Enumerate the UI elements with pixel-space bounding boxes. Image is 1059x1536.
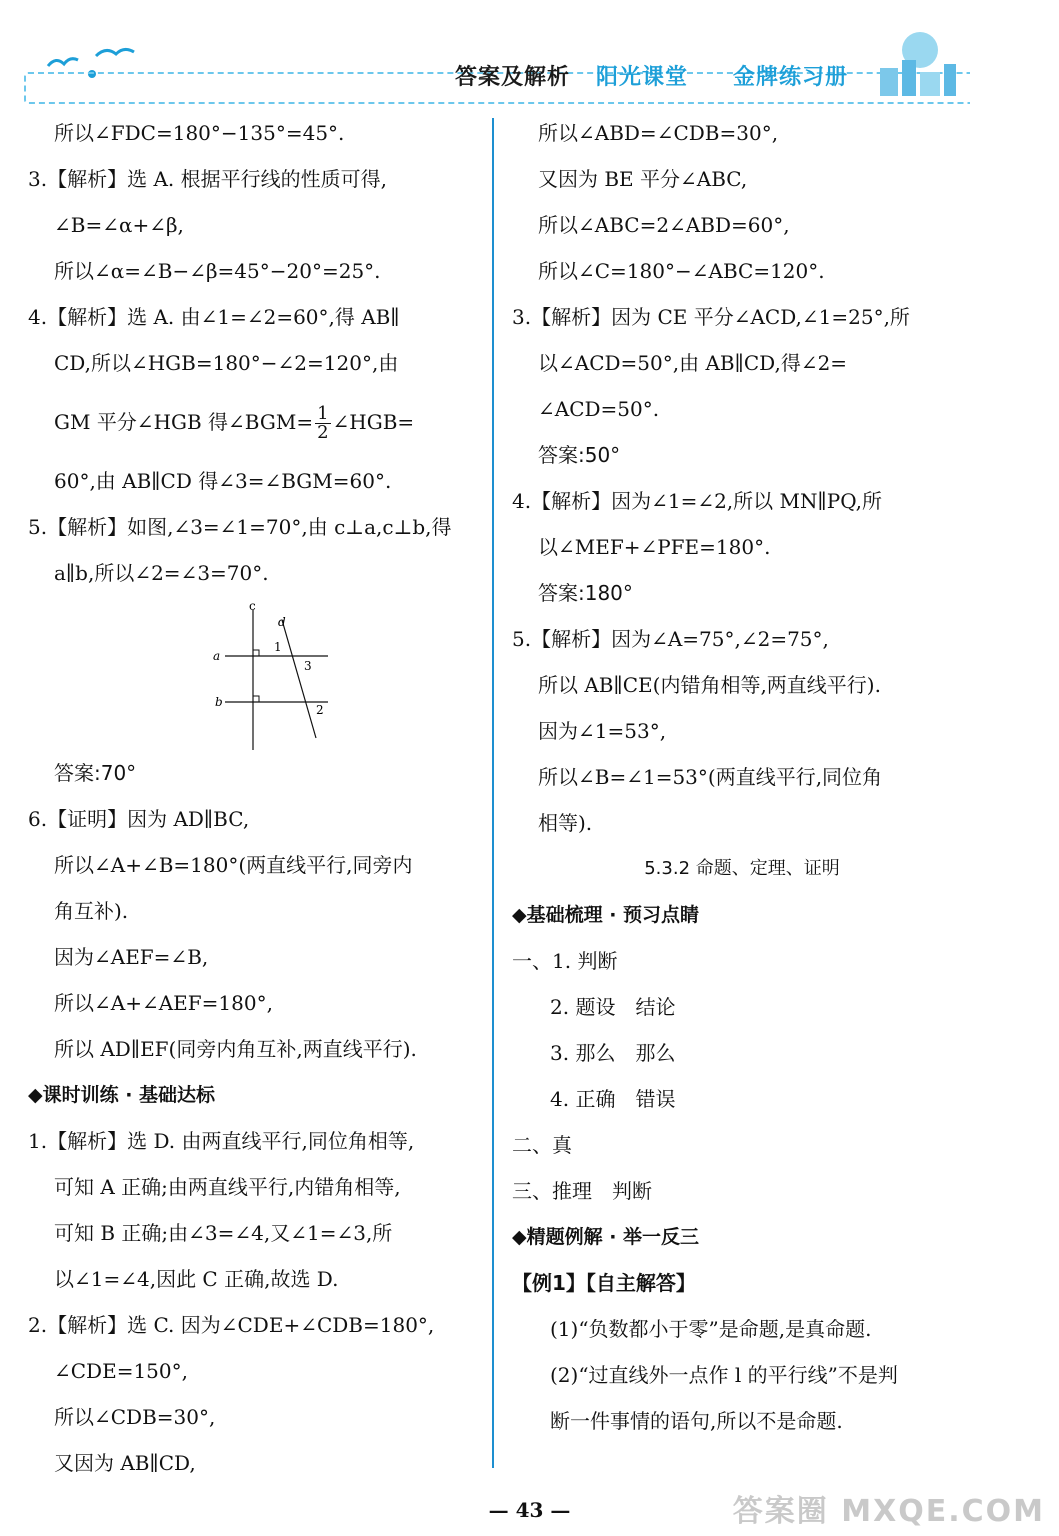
- text-line: 3.【解析】因为 CE 平分∠ACD,∠1=25°,所: [512, 305, 910, 329]
- angle-label-1: 1: [274, 640, 282, 654]
- text-line: 角互补).: [54, 899, 129, 923]
- page-header: [0, 0, 1059, 118]
- text-line: 2. 题设 结论: [550, 995, 676, 1019]
- text-line: 4.【解析】因为∠1=∠2,所以 MN∥PQ,所: [512, 489, 882, 513]
- label-c: c: [249, 602, 256, 613]
- text-line: 所以∠ABD=∠CDB=30°,: [538, 121, 779, 145]
- answer-line: 答案:70°: [54, 761, 137, 785]
- section-heading: ◆课时训练 · 基础达标: [28, 1084, 216, 1106]
- text-line: (1)“负数都小于零”是命题,是真命题.: [550, 1317, 872, 1341]
- angle-label-3: 3: [304, 659, 312, 673]
- text-line: 三、推理 判断: [512, 1179, 652, 1203]
- text-line: 6.【证明】因为 AD∥BC,: [28, 807, 250, 831]
- right-column: [512, 110, 972, 1444]
- text-line: 又因为 AB∥CD,: [54, 1451, 196, 1475]
- label-b: b: [215, 695, 223, 709]
- text-segment: GM 平分∠HGB 得∠BGM=: [54, 410, 314, 434]
- text-line: 3.【解析】选 A. 根据平行线的性质可得,: [28, 167, 387, 191]
- text-line: ∠ACD=50°.: [538, 397, 660, 421]
- text-line: (2)“过直线外一点作 l 的平行线”不是判: [550, 1363, 898, 1387]
- text-line: 二、真: [512, 1133, 572, 1157]
- header-series: 金牌练习册: [733, 65, 849, 90]
- label-d: d: [278, 615, 286, 629]
- answer-line: 答案:50°: [538, 443, 621, 467]
- text-line: 因为∠1=53°,: [538, 719, 667, 743]
- text-line: 5.【解析】因为∠A=75°,∠2=75°,: [512, 627, 829, 651]
- text-line: 所以∠ABC=2∠ABD=60°,: [538, 213, 790, 237]
- text-line: 相等).: [538, 811, 593, 835]
- text-line: 4. 正确 错误: [550, 1087, 676, 1111]
- text-line: 所以∠A+∠B=180°(两直线平行,同旁内: [54, 853, 413, 877]
- text-line: 所以∠α=∠B−∠β=45°−20°=25°.: [54, 259, 381, 283]
- text-line: 1.【解析】选 D. 由两直线平行,同位角相等,: [28, 1129, 415, 1153]
- text-line: 可知 B 正确;由∠3=∠4,又∠1=∠3,所: [54, 1221, 393, 1245]
- text-line: 所以 AB∥CE(内错角相等,两直线平行).: [538, 673, 881, 697]
- geometry-figure: [28, 602, 482, 750]
- text-segment: ∠HGB=: [332, 410, 415, 434]
- text-line: 所以 AD∥EF(同旁内角互补,两直线平行).: [54, 1037, 417, 1061]
- text-line: a∥b,所以∠2=∠3=70°.: [54, 561, 269, 585]
- parallel-lines-diagram: [28, 602, 482, 750]
- page-number: — 43 —: [488, 1498, 571, 1522]
- section-heading: ◆精题例解 · 举一反三: [512, 1226, 700, 1248]
- column-divider: [492, 118, 494, 1468]
- section-heading: ◆基础梳理 · 预习点睛: [512, 904, 700, 926]
- text-line: 又因为 BE 平分∠ABC,: [538, 167, 748, 191]
- example-heading: 【例1】【自主解答】: [512, 1271, 696, 1295]
- text-line: CD,所以∠HGB=180°−∠2=120°,由: [54, 351, 399, 375]
- text-line: 5.【解析】如图,∠3=∠1=70°,由 c⊥a,c⊥b,得: [28, 515, 452, 539]
- subsection-title: 5.3.2 命题、定理、证明: [644, 858, 840, 879]
- text-line: 4.【解析】选 A. 由∠1=∠2=60°,得 AB∥: [28, 305, 400, 329]
- label-a: a: [213, 649, 221, 663]
- text-line: 因为∠AEF=∠B,: [54, 945, 209, 969]
- text-line: ∠B=∠α+∠β,: [54, 213, 184, 237]
- watermark: 答案圈 MXQE.COM: [732, 1494, 1045, 1529]
- text-line: 2.【解析】选 C. 因为∠CDE+∠CDB=180°,: [28, 1313, 435, 1337]
- text-line: 所以∠CDB=30°,: [54, 1405, 216, 1429]
- left-column: [28, 110, 482, 1486]
- header-title: 答案及解析: [455, 65, 571, 90]
- text-line: ∠CDE=150°,: [54, 1359, 188, 1383]
- text-line: 以∠ACD=50°,由 AB∥CD,得∠2=: [538, 351, 848, 375]
- text-line: 以∠MEF+∠PFE=180°.: [538, 535, 771, 559]
- text-line: 断一件事情的语句,所以不是命题.: [550, 1409, 843, 1433]
- text-line: 所以∠C=180°−∠ABC=120°.: [538, 259, 825, 283]
- building-decoration-icon: [860, 20, 990, 100]
- header-brand: 阳光课堂: [596, 65, 689, 90]
- text-line: 一、1. 判断: [512, 949, 618, 973]
- text-line: 所以∠FDC=180°−135°=45°.: [54, 121, 345, 145]
- text-line: 所以∠A+∠AEF=180°,: [54, 991, 273, 1015]
- fraction-denominator: 2: [317, 422, 329, 443]
- text-line: 可知 A 正确;由两直线平行,内错角相等,: [54, 1175, 401, 1199]
- text-line: [28, 386, 482, 458]
- fraction-numerator: 1: [317, 403, 329, 424]
- text-line: 60°,由 AB∥CD 得∠3=∠BGM=60°.: [54, 469, 392, 493]
- angle-label-2: 2: [316, 703, 324, 717]
- text-line: 所以∠B=∠1=53°(两直线平行,同位角: [538, 765, 883, 789]
- text-line: 以∠1=∠4,因此 C 正确,故选 D.: [54, 1267, 339, 1291]
- answer-line: 答案:180°: [538, 581, 633, 605]
- text-line: 3. 那么 那么: [550, 1041, 676, 1065]
- fraction: [315, 405, 330, 442]
